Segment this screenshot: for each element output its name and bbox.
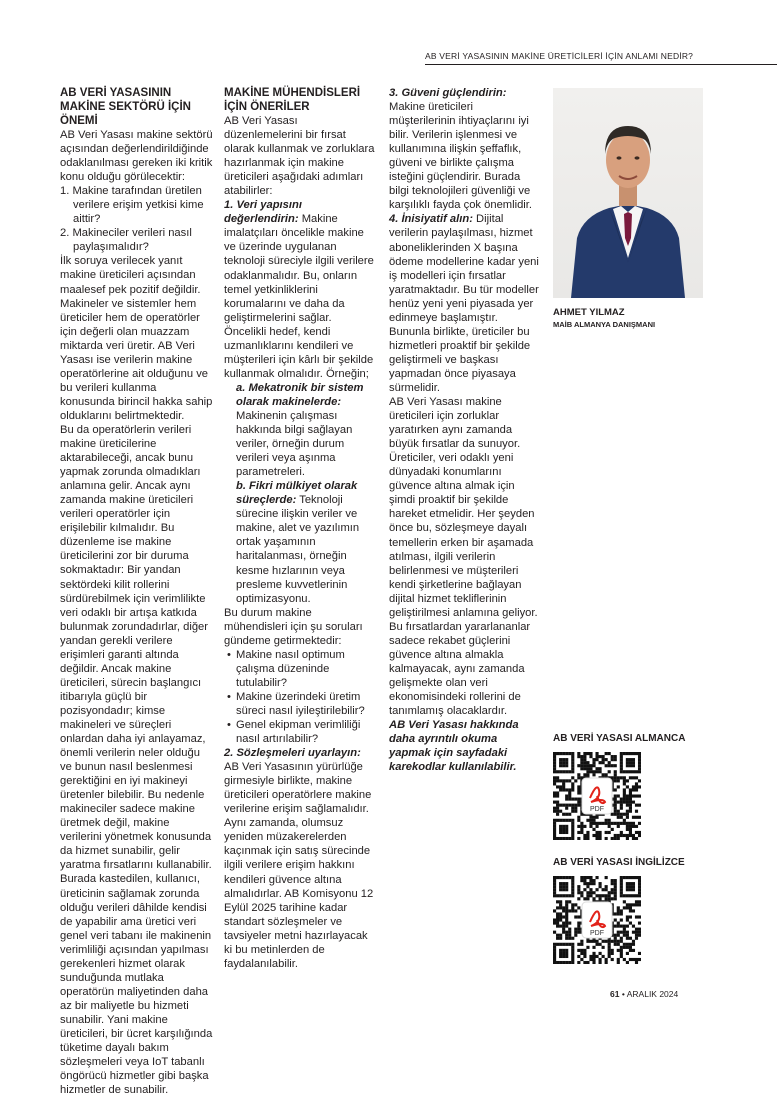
pdf-icon [582, 778, 612, 814]
question-item: 1. Makine tarafından üretilen verilere erişim yetkisi kime aittir? [60, 185, 204, 226]
article-column-1 [60, 86, 213, 1097]
step-2: 2. Sözleşmeleri uyarlayın: AB Veri Yasasının yürürlüğe girmesiyle birlikte, makine üreticileri operatörlere makine verilerine erişim sağlamalıdır. Aynı zamanda, olumsuz yeniden müzakerelerden kaçınmak için satış sürecinde ilgili verilere erişim hakkını kendileri güvence altına almalıdırlar. AB Komisyonu 12 Eylül 2025 tarihine kadar standart sözleşmeler ve tavsiyeler metni hazırlayacak ki bu metinlerden de faydalanılabilir. [224, 747, 374, 970]
step-4: 4. İnisiyatif alın: Dijital verilerin paylaşılması, hizmet aboneliklerinden X başına ödeme modellerine kadar yeni iş modelleri için fırsatlar yaratmaktadır. Bu tür modeller henüz yeni yeni piyasada yer edinmeye başlamıştır. Bununla birlikte, üreticiler bu hizmetleri proaktif bir şekilde geliştirmeli ve başkası yapmadan önce piyasaya sürmelidir. [389, 213, 539, 394]
section2-intro: AB Veri Yasası düzenlemelerini bir fırsat olarak kullanmak ve zorluklara hazırlanmak için makine üreticileri aşağıdaki adımları atabilirler: [224, 115, 375, 198]
page-number: 61 [610, 989, 620, 999]
section1-paragraph-1: İlk soruya verilecek yanıt makine üreticileri açısından maalesef pek pozitif değildir. Makineler ve sistemler hem üreticiler hem de operatörler için değerli olan muazzam miktarda veri üretir. AB Veri Yasası ise verilerin makine operatörlerine ait olduğunu ve bu verileri kullanma konusunda birincil hakka sahip olduklarını belirtmektedir. [60, 255, 213, 422]
running-header: AB VERİ YASASININ MAKİNE ÜRETİCİLERİ İÇİN ANLAMI NEDİR? [425, 51, 694, 61]
closing-paragraph: AB Veri Yasası makine üreticileri için zorluklar yaratırken aynı zamanda büyük fırsatlar da sunuyor. Üreticiler, veri odaklı yeni dünyadaki konumlarını güvence altına almak için şimdi proaktif bir şekilde hareket etmelidir. Her şeyden önce bu, sözleşmeye dayalı temellerin erken bir aşamada atılması, ilgili verilerin belirlenmesi ve müşterileri kendi şirketlerine bağlayan dijital hizmet tekliflerinin geliştirilmesi anlamına geliyor. Bu fırsatlardan yararlananlar sadece rekabet güçlerini güvence altına almakla kalmayacak, aynı zamanda gelişmekte olan veri ekonomisindeki rollerini de tanımlamış olacaklardır. [389, 396, 538, 718]
qr-code-german[interactable] [553, 752, 641, 840]
question-item: 2. Makineciler verileri nasıl paylaşımalıdır? [60, 227, 192, 254]
section-heading-importance: AB VERİ YASASININ MAKİNE SEKTÖRÜ İÇİN ÖNEMİ [60, 87, 191, 127]
bullet-item: • Makine üzerindeki üretim süreci nasıl iyileştirilebilir? [224, 690, 375, 718]
qr-title-english: AB VERİ YASASI İNGİLİZCE [553, 857, 685, 868]
section1-paragraph-2: Bu da operatörlerin verileri makine üreticilerine aktarabileceği, ancak bunu yapmak zorunda olmadıkları anlamına gelir. Ancak aynı zamanda makine üreticileri verileri operatörler için erişilebilir kılmalıdır. Bu düzenleme ise makine üreticilerini zor bir duruma sokmaktadır: Bir yandan sektördeki kilit rollerini sürdürebilmek için verimlilikte veri odaklı bir artışa katkıda bulunmak zorundadırlar, diğer yandan gerekli verilere erişimleri garanti altında değildir. Ancak makine üreticileri, sürecin başlangıcı itibarıyla güçlü bir pozisyondadır; kimse makineleri ve süreçleri onlardan daha iyi anlayamaz, önemli verilerin neler olduğu ve bunun nasıl beslenmesi gerektiğini en iyi makineyi üretenler bilebilir. Bu nedenle makineciler sadece makine üretmek değil, makine verilerini yönetmek konusunda da hizmet sunabilir, gelir yaratma fırsatlarını kullanabilir. Burada kastedilen, kullanıcı, üreticinin sağlamak zorunda olduğu verileri dâhilde kendisi de yapabilir ama üretici veri genel veri tabanı ile makinenin verimliliği açısından yapılması gerekenleri hizmet olarak sunduğunda mutlaka operatörün maliyetinden daha az bir maliyetle bu hizmeti sunabilir. Yani makine üreticileri, bir ücret karşılığında tüketime dayalı bakım sözleşmeleri veya IoT tabanlı öngörücü hizmetler gibi başka hizmetler de sunabilir. [60, 423, 213, 1097]
bullet-item: • Genel ekipman verimliliği nasıl artırılabilir? [224, 718, 375, 746]
after-sub-paragraph: Bu durum makine mühendisleri için şu soruları gündeme getirmektedir: [224, 606, 363, 647]
qr-title-german: AB VERİ YASASI ALMANCA [553, 733, 686, 744]
key-questions-list [60, 184, 213, 254]
article-column-2 [224, 86, 375, 971]
sub-item-a: a. Mekatronik bir sistem olarak makinelerde: Makinenin çalışması hakkında bilgi sağlayan veriler, örneğin durum verileri veya aşınma parametreleri. [236, 381, 364, 479]
header-rule [425, 64, 777, 65]
svg-text:PDF: PDF [590, 806, 604, 813]
portrait-illustration [553, 88, 703, 298]
step-3: 3. Güveni güçlendirin: Makine üreticileri müşterilerinin ihtiyaçlarını iyi bilir. Verilerin işlenmesi ve kullanımına ilişkin şeffaflık, güveni ve birlikte çalışma isteğini güçlendirir. Burada bilgi teknolojileri güvenliği ve karşılıklı fayda çok önemlidir. [389, 87, 533, 212]
questions-bullet-list [224, 648, 375, 746]
bullet-item: • Makine nasıl optimum çalışma düzeninde tutulabilir? [224, 648, 375, 690]
page-footer [610, 989, 678, 999]
section1-intro: AB Veri Yasası makine sektörü açısından değerlendirildiğinde odaklanılması gereken iki kritik konu olduğu görülecektir: [60, 129, 213, 184]
qr-note: AB Veri Yasası hakkında daha ayrıntılı okuma yapmak için sayfadaki karekodlar kullanılabilir. [389, 719, 519, 774]
qr-code-english[interactable] [553, 876, 641, 964]
author-name: AHMET YILMAZ [553, 307, 625, 318]
article-column-3 [389, 86, 540, 774]
svg-text:PDF: PDF [590, 930, 604, 937]
footer-separator: • [621, 989, 625, 999]
section-heading-recommendations: MAKİNE MÜHENDİSLERİ İÇİN ÖNERİLER [224, 87, 361, 113]
step-1: 1. Veri yapısını değerlendirin: Makine imalatçıları öncelikle makine ve üzerinde uygulanan teknoloji süreciyle ilgili verilere odaklanmalıdır. Bu, onların temel yetkinliklerini korumalarını ve daha da geliştirmelerini sağlar. Öncelikli hedef, kendi uzmanlıklarını kendileri ve müşterileri için kârlı bir şekilde kullanmak olmalıdır. Örneğin; [224, 199, 374, 380]
pdf-icon [582, 902, 612, 938]
issue-date: ARALIK 2024 [626, 989, 679, 999]
sub-item-b: b. Fikri mülkiyet olarak süreçlerde: Teknoloji sürecine ilişkin veriler ve makine, alet ve yazılımın ortak yaşamının haritalanması, örneğin kesme hızlarının veya presleme kuvvetlerinin optimizasyonu. [236, 480, 360, 605]
author-title: MAİB ALMANYA DANIŞMANI [553, 320, 656, 329]
author-photo [553, 88, 703, 298]
